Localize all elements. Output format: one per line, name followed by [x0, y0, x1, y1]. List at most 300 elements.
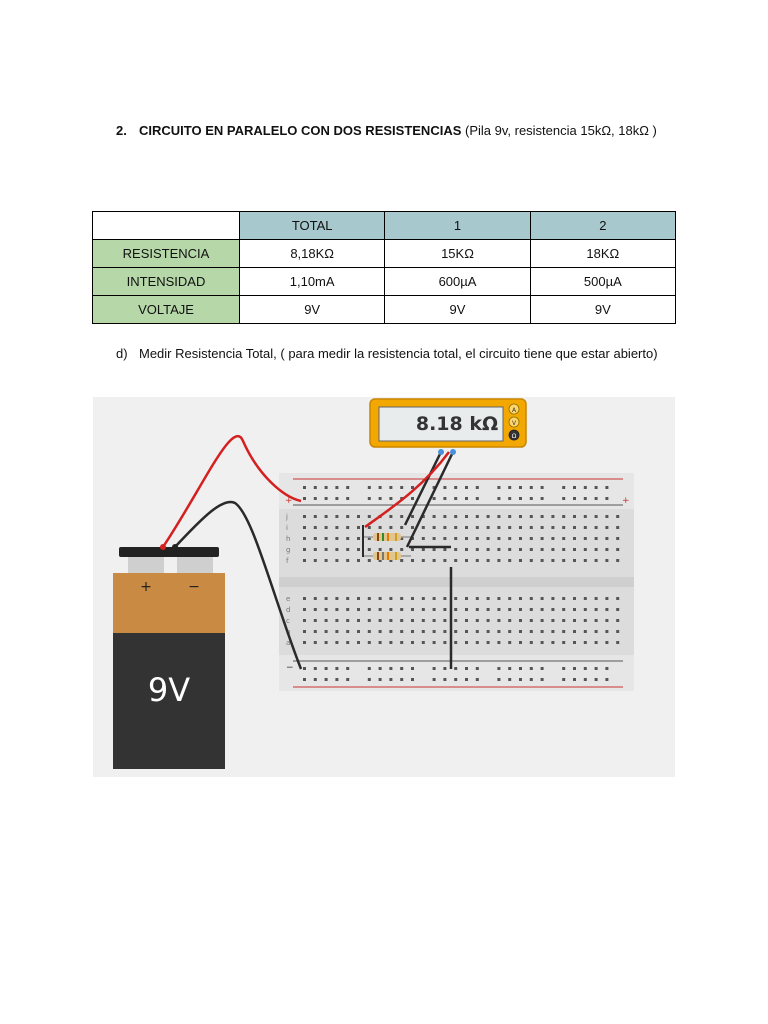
breadboard-hole	[433, 678, 436, 681]
breadboard-hole	[422, 548, 425, 551]
breadboard-hole	[605, 667, 608, 670]
breadboard-hole	[616, 630, 619, 633]
battery-clip-red	[160, 544, 166, 550]
breadboard-hole	[487, 559, 490, 562]
breadboard-hole	[584, 559, 587, 562]
breadboard-hole	[519, 537, 522, 540]
rail-plus-label: +	[285, 496, 293, 506]
instruction-text: Medir Resistencia Total, ( para medir la resistencia total, el circuito tiene que estar abierto)	[139, 346, 658, 361]
breadboard-hole	[487, 526, 490, 529]
battery-plus-symbol: +	[140, 579, 152, 595]
breadboard-hole	[584, 486, 587, 489]
breadboard-hole	[443, 641, 446, 644]
breadboard-hole	[314, 678, 317, 681]
breadboard-hole	[487, 619, 490, 622]
breadboard-hole	[508, 608, 511, 611]
breadboard-hole	[465, 537, 468, 540]
breadboard-hole	[389, 515, 392, 518]
breadboard-hole	[335, 515, 338, 518]
breadboard-hole	[497, 667, 500, 670]
breadboard-hole	[335, 497, 338, 500]
breadboard-hole	[400, 526, 403, 529]
item-marker: d)	[116, 346, 128, 361]
breadboard-hole	[562, 559, 565, 562]
breadboard-hole	[303, 641, 306, 644]
section-title: CIRCUITO EN PARALELO CON DOS RESISTENCIAS	[139, 123, 462, 138]
breadboard-hole	[605, 486, 608, 489]
breadboard-hole	[465, 559, 468, 562]
bottom-power-rail	[279, 655, 634, 691]
breadboard-hole	[595, 559, 598, 562]
breadboard-hole	[508, 678, 511, 681]
breadboard-hole	[519, 667, 522, 670]
breadboard-hole	[595, 641, 598, 644]
breadboard-hole	[368, 641, 371, 644]
breadboard-hole	[433, 597, 436, 600]
breadboard-hole	[433, 515, 436, 518]
breadboard-hole	[325, 597, 328, 600]
breadboard-hole	[357, 630, 360, 633]
row-letter: a	[286, 639, 291, 647]
breadboard-hole	[497, 515, 500, 518]
breadboard-hole	[476, 526, 479, 529]
breadboard-hole	[389, 667, 392, 670]
breadboard-hole	[346, 526, 349, 529]
breadboard-hole	[497, 630, 500, 633]
breadboard-hole	[454, 597, 457, 600]
breadboard-hole	[584, 667, 587, 670]
breadboard-hole	[541, 526, 544, 529]
breadboard-hole	[314, 667, 317, 670]
breadboard-hole	[411, 559, 414, 562]
breadboard-hole	[487, 597, 490, 600]
breadboard-hole	[584, 537, 587, 540]
breadboard-hole	[303, 526, 306, 529]
breadboard-hole	[325, 678, 328, 681]
breadboard-hole	[497, 608, 500, 611]
breadboard-hole	[541, 548, 544, 551]
breadboard-hole	[530, 526, 533, 529]
breadboard-hole	[573, 515, 576, 518]
breadboard-hole	[346, 597, 349, 600]
breadboard-hole	[454, 630, 457, 633]
breadboard-hole	[530, 597, 533, 600]
breadboard-hole	[303, 497, 306, 500]
breadboard-hole	[605, 526, 608, 529]
breadboard-hole	[379, 608, 382, 611]
breadboard-hole	[325, 486, 328, 489]
breadboard-hole	[497, 537, 500, 540]
breadboard-hole	[497, 497, 500, 500]
breadboard-hole	[454, 537, 457, 540]
table-row	[93, 296, 676, 324]
breadboard-hole	[476, 548, 479, 551]
breadboard-hole	[562, 537, 565, 540]
row-label: INTENSIDAD	[93, 268, 240, 296]
breadboard-hole	[562, 497, 565, 500]
breadboard-hole	[584, 548, 587, 551]
breadboard-hole	[573, 526, 576, 529]
mode-label: A	[511, 407, 517, 414]
table-cell: 15KΩ	[385, 240, 530, 268]
row-letter: b	[286, 628, 291, 636]
breadboard-hole	[411, 608, 414, 611]
breadboard-hole	[303, 597, 306, 600]
breadboard-hole	[389, 608, 392, 611]
breadboard-hole	[314, 619, 317, 622]
breadboard-hole	[379, 630, 382, 633]
table-header-cell: 1	[385, 212, 530, 240]
breadboard-hole	[314, 515, 317, 518]
breadboard-hole	[465, 678, 468, 681]
breadboard-hole	[411, 497, 414, 500]
breadboard-hole	[541, 537, 544, 540]
breadboard-hole	[346, 559, 349, 562]
breadboard-hole	[595, 526, 598, 529]
breadboard-hole	[422, 630, 425, 633]
breadboard-hole	[325, 497, 328, 500]
breadboard-hole	[605, 537, 608, 540]
breadboard-hole	[562, 619, 565, 622]
breadboard-hole	[541, 515, 544, 518]
breadboard-hole	[465, 667, 468, 670]
breadboard-hole	[443, 630, 446, 633]
breadboard-hole	[411, 630, 414, 633]
breadboard-hole	[487, 641, 490, 644]
breadboard-hole	[400, 486, 403, 489]
breadboard-hole	[573, 597, 576, 600]
breadboard-hole	[616, 597, 619, 600]
breadboard-hole	[454, 641, 457, 644]
breadboard-hole	[465, 641, 468, 644]
breadboard-hole	[541, 559, 544, 562]
breadboard-hole	[562, 515, 565, 518]
breadboard-hole	[476, 678, 479, 681]
breadboard-hole	[422, 619, 425, 622]
results-table	[92, 211, 676, 324]
breadboard-hole	[389, 619, 392, 622]
breadboard-hole	[454, 497, 457, 500]
breadboard-hole	[476, 608, 479, 611]
table-cell: 18KΩ	[530, 240, 675, 268]
battery-top	[113, 573, 225, 633]
breadboard-hole	[400, 630, 403, 633]
breadboard-hole	[433, 559, 436, 562]
breadboard-hole	[303, 548, 306, 551]
breadboard-hole	[508, 667, 511, 670]
breadboard-hole	[433, 641, 436, 644]
breadboard-hole	[573, 678, 576, 681]
breadboard-hole	[303, 486, 306, 489]
breadboard-hole	[476, 667, 479, 670]
breadboard-hole	[551, 515, 554, 518]
breadboard-hole	[346, 630, 349, 633]
breadboard-hole	[508, 515, 511, 518]
breadboard-hole	[379, 486, 382, 489]
breadboard-hole	[346, 497, 349, 500]
breadboard-hole	[400, 641, 403, 644]
breadboard-hole	[400, 548, 403, 551]
breadboard-hole	[433, 667, 436, 670]
breadboard-hole	[346, 486, 349, 489]
breadboard	[279, 473, 634, 691]
breadboard-hole	[400, 515, 403, 518]
breadboard-hole	[541, 630, 544, 633]
breadboard-hole	[389, 597, 392, 600]
breadboard-hole	[379, 678, 382, 681]
breadboard-hole	[314, 641, 317, 644]
row-label: RESISTENCIA	[93, 240, 240, 268]
breadboard-hole	[476, 486, 479, 489]
breadboard-hole	[325, 630, 328, 633]
instruction-d	[116, 344, 676, 363]
breadboard-hole	[530, 559, 533, 562]
breadboard-hole	[400, 619, 403, 622]
breadboard-hole	[389, 641, 392, 644]
breadboard-hole	[443, 619, 446, 622]
breadboard-hole	[487, 515, 490, 518]
breadboard-hole	[411, 526, 414, 529]
breadboard-hole	[465, 526, 468, 529]
breadboard-hole	[595, 667, 598, 670]
probe-tip	[438, 449, 444, 455]
breadboard-hole	[508, 619, 511, 622]
battery-9v	[113, 544, 225, 769]
breadboard-hole	[530, 515, 533, 518]
breadboard-hole	[497, 559, 500, 562]
breadboard-hole	[541, 619, 544, 622]
breadboard-hole	[605, 548, 608, 551]
breadboard-hole	[595, 515, 598, 518]
breadboard-hole	[443, 515, 446, 518]
breadboard-hole	[368, 608, 371, 611]
breadboard-hole	[346, 678, 349, 681]
breadboard-hole	[443, 667, 446, 670]
breadboard-hole	[551, 608, 554, 611]
breadboard-hole	[454, 559, 457, 562]
multimeter-reading: 8.18 kΩ	[415, 413, 499, 435]
breadboard-hole	[508, 486, 511, 489]
breadboard-hole	[454, 667, 457, 670]
breadboard-hole	[487, 548, 490, 551]
breadboard-hole	[541, 486, 544, 489]
breadboard-hole	[443, 526, 446, 529]
breadboard-hole	[476, 630, 479, 633]
breadboard-hole	[325, 619, 328, 622]
breadboard-hole	[519, 559, 522, 562]
top-power-rail	[279, 473, 634, 509]
table-cell: 9V	[530, 296, 675, 324]
breadboard-hole	[573, 641, 576, 644]
breadboard-hole	[573, 559, 576, 562]
breadboard-hole	[551, 619, 554, 622]
breadboard-hole	[335, 486, 338, 489]
breadboard-hole	[314, 559, 317, 562]
breadboard-hole	[595, 597, 598, 600]
breadboard-hole	[584, 630, 587, 633]
breadboard-hole	[422, 526, 425, 529]
breadboard-hole	[616, 515, 619, 518]
breadboard-hole	[497, 678, 500, 681]
breadboard-hole	[433, 630, 436, 633]
breadboard-hole	[616, 548, 619, 551]
breadboard-hole	[303, 630, 306, 633]
breadboard-hole	[465, 486, 468, 489]
breadboard-hole	[422, 597, 425, 600]
breadboard-hole	[379, 497, 382, 500]
breadboard-hole	[508, 597, 511, 600]
breadboard-hole	[616, 641, 619, 644]
breadboard-hole	[335, 548, 338, 551]
breadboard-hole	[616, 537, 619, 540]
breadboard-hole	[616, 608, 619, 611]
breadboard-hole	[605, 515, 608, 518]
breadboard-hole	[487, 630, 490, 633]
breadboard-hole	[335, 608, 338, 611]
breadboard-hole	[314, 630, 317, 633]
breadboard-hole	[573, 619, 576, 622]
breadboard-hole	[562, 526, 565, 529]
breadboard-hole	[508, 537, 511, 540]
breadboard-hole	[314, 537, 317, 540]
breadboard-hole	[595, 537, 598, 540]
breadboard-hole	[368, 515, 371, 518]
breadboard-hole	[573, 537, 576, 540]
breadboard-hole	[314, 608, 317, 611]
breadboard-hole	[443, 548, 446, 551]
breadboard-hole	[605, 678, 608, 681]
breadboard-hole	[422, 641, 425, 644]
breadboard-hole	[584, 497, 587, 500]
breadboard-hole	[595, 608, 598, 611]
breadboard-hole	[530, 641, 533, 644]
breadboard-hole	[368, 559, 371, 562]
breadboard-hole	[541, 667, 544, 670]
rail-minus-label: −	[286, 663, 294, 673]
breadboard-hole	[357, 548, 360, 551]
breadboard-hole	[465, 619, 468, 622]
breadboard-hole	[368, 497, 371, 500]
breadboard-hole	[346, 619, 349, 622]
breadboard-hole	[357, 559, 360, 562]
breadboard-hole	[476, 619, 479, 622]
table-header-row	[93, 212, 676, 240]
breadboard-hole	[314, 497, 317, 500]
breadboard-hole	[530, 630, 533, 633]
table-header-cell: TOTAL	[240, 212, 385, 240]
breadboard-hole	[497, 526, 500, 529]
breadboard-hole	[584, 619, 587, 622]
breadboard-hole	[303, 667, 306, 670]
breadboard-hole	[443, 537, 446, 540]
breadboard-hole	[325, 537, 328, 540]
breadboard-hole	[584, 678, 587, 681]
breadboard-hole	[325, 641, 328, 644]
breadboard-hole	[454, 515, 457, 518]
breadboard-hole	[443, 497, 446, 500]
breadboard-hole	[422, 537, 425, 540]
table-header-cell: 2	[530, 212, 675, 240]
breadboard-hole	[551, 641, 554, 644]
breadboard-hole	[584, 608, 587, 611]
breadboard-hole	[411, 515, 414, 518]
breadboard-hole	[584, 597, 587, 600]
breadboard-hole	[314, 526, 317, 529]
breadboard-hole	[303, 515, 306, 518]
breadboard-hole	[562, 608, 565, 611]
breadboard-hole	[530, 608, 533, 611]
battery-minus-symbol: −	[188, 579, 200, 595]
breadboard-hole	[476, 497, 479, 500]
battery-terminal	[128, 557, 164, 575]
breadboard-hole	[605, 497, 608, 500]
breadboard-hole	[562, 597, 565, 600]
breadboard-hole	[314, 597, 317, 600]
row-letter: d	[286, 606, 291, 614]
breadboard-hole	[476, 559, 479, 562]
breadboard-hole	[314, 486, 317, 489]
breadboard-hole	[573, 497, 576, 500]
breadboard-hole	[605, 641, 608, 644]
breadboard-hole	[454, 678, 457, 681]
breadboard-hole	[616, 526, 619, 529]
breadboard-hole	[551, 526, 554, 529]
breadboard-hole	[562, 678, 565, 681]
breadboard-hole	[530, 548, 533, 551]
breadboard-hole	[325, 548, 328, 551]
breadboard-hole	[465, 597, 468, 600]
breadboard-hole	[443, 608, 446, 611]
breadboard-hole	[389, 486, 392, 489]
breadboard-hole	[335, 559, 338, 562]
breadboard-hole	[476, 641, 479, 644]
breadboard-hole	[530, 486, 533, 489]
breadboard-hole	[303, 608, 306, 611]
multimeter	[370, 399, 526, 455]
breadboard-hole	[335, 667, 338, 670]
breadboard-hole	[433, 537, 436, 540]
breadboard-hole	[303, 678, 306, 681]
breadboard-hole	[357, 641, 360, 644]
table-cell: 500µA	[530, 268, 675, 296]
breadboard-hole	[519, 526, 522, 529]
breadboard-hole	[562, 641, 565, 644]
table-cell: 9V	[240, 296, 385, 324]
breadboard-hole	[562, 548, 565, 551]
section-number: 2.	[116, 123, 127, 138]
breadboard-hole	[325, 608, 328, 611]
breadboard-hole	[497, 619, 500, 622]
breadboard-hole	[379, 619, 382, 622]
breadboard-hole	[411, 619, 414, 622]
breadboard-hole	[389, 630, 392, 633]
breadboard-hole	[519, 515, 522, 518]
breadboard-hole	[519, 486, 522, 489]
breadboard-hole	[519, 630, 522, 633]
breadboard-hole	[497, 486, 500, 489]
breadboard-hole	[443, 597, 446, 600]
breadboard-hole	[551, 548, 554, 551]
breadboard-hole	[584, 526, 587, 529]
breadboard-hole	[584, 641, 587, 644]
breadboard-hole	[541, 497, 544, 500]
breadboard-hole	[379, 526, 382, 529]
breadboard-hole	[325, 667, 328, 670]
mode-label: Ω	[511, 433, 517, 440]
breadboard-hole	[497, 641, 500, 644]
row-letter: e	[286, 595, 291, 603]
breadboard-hole	[616, 559, 619, 562]
